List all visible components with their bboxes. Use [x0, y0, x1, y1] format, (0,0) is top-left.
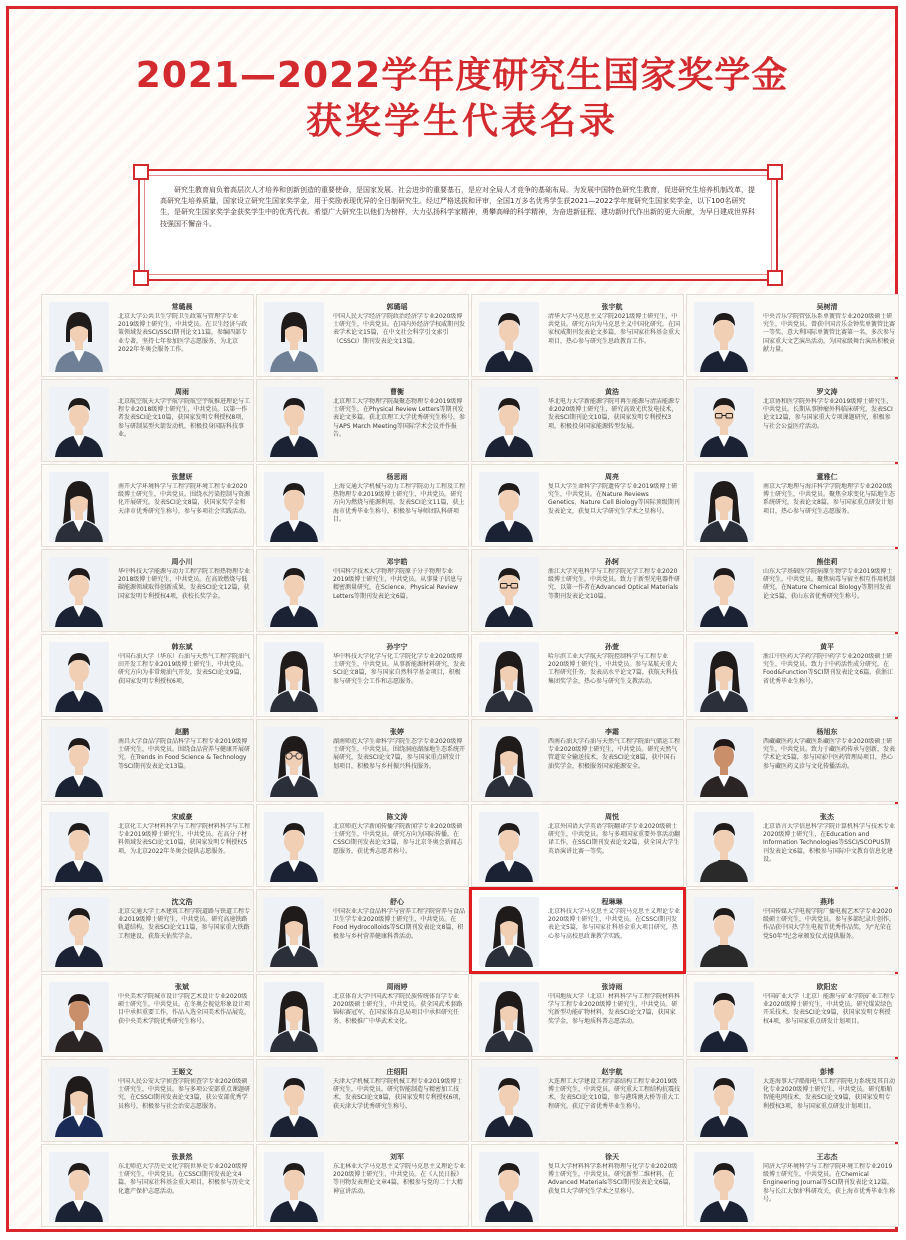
student-description: 北京师范大学新闻传播学院新闻学专业2020级硕士研究生，中共党员。研究方向为国际传播，在CSSCI期刊发表论文3篇，参与北京冬奥会新闻志愿服务，获优秀志愿者称号。 [333, 823, 463, 855]
student-card [256, 889, 469, 972]
student-photo [479, 982, 539, 1052]
student-photo [479, 302, 539, 372]
student-name: 周雨 [175, 388, 189, 396]
student-name: 杨旭东 [816, 728, 838, 736]
student-name: 孙萱 [605, 643, 619, 651]
student-card [256, 719, 469, 802]
student-name: 赵宇航 [601, 1068, 623, 1076]
student-description: 中国农业大学食品科学与营养工程学院营养与食品卫生学专业2020级博士研究生，中共党员。在Food Hydrocolloids等SCI期刊发表论文8篇，积极参与乡村营养健康科普活动。 [333, 908, 465, 940]
student-description: 浙江大学光电科学与工程学院光学工程专业2020级博士研究生，中共党员。致力于新型光电器件研究，以第一作者在Advanced Optical Materials等期刊发表论文10篇。 [548, 568, 680, 600]
student-description: 北京外国语大学英语学院翻译学专业2020级硕士研究生，中共党员。参与多项国家重要外事活动翻译工作，在SSCI期刊发表论文2篇，获全国大学生英语演讲比赛一等奖。 [548, 823, 680, 855]
student-card [686, 294, 899, 377]
student-name: 黄浩 [605, 388, 619, 396]
intro-text: 研究生教育肩负着高层次人才培养和创新创造的重要使命，是国家发展、社会进步的重要基石，是应对全局人才竞争的基础布局。为发展中国特色研究生教育，促进研究生培养机制改革，提高研究生培养质量，国家设立研究生国家奖学金，用于奖励表现优异的全日制研究生。经过严格选拔和评审，全国1万多名优秀学生获2021—2022学年度研究生国家奖学金，以下100名研究生，是研究生国家奖学金获奖学生中的优秀代表。希望广大研究生以他们为榜样，大力弘扬科学家精神，勇攀高峰的科学精神，为奋进新征程、建功新时代作出新的更大贡献，为早日建成世界科技强国不懈奋斗。 [160, 186, 755, 228]
student-card [686, 1144, 899, 1227]
student-photo [49, 1152, 109, 1222]
student-photo [49, 727, 109, 797]
student-name: 刘军 [390, 1153, 404, 1161]
student-card [256, 294, 469, 377]
corner-ornament [133, 270, 149, 286]
student-photo [694, 1067, 754, 1137]
student-description: 北京理工大学物理学院凝聚态物理专业2019级博士研究生，在Physical Review Letters等期刊发表论文多篇，获北京理工大学优秀研究生称号，参与APS March Meeting等国际学术会议并作报告。 [333, 398, 465, 438]
student-name: 常璐晨 [171, 303, 193, 311]
student-card [471, 379, 684, 462]
student-photo [264, 727, 324, 797]
student-photo [264, 1067, 324, 1137]
student-description: 复旦大学材料科学系材料物理与化学专业2020级博士研究生，中共党员。研究新型二维材料，在Advanced Materials等SCI期刊发表论文6篇，获复旦大学研究生学术之星称号。 [548, 1163, 678, 1195]
student-description: 中国矿业大学（北京）能源与矿业学院矿业工程专业2020级博士研究生，中共党员。研究煤炭绿色开采技术，发表SCI论文9篇，获国家发明专利授权4项，参与国家重点研发计划项目。 [763, 993, 895, 1025]
student-description: 西南石油大学石油与天然气工程学院油气储运工程专业2020级博士研究生，中共党员。研究天然气管道安全输送技术，发表SCI论文8篇，获中国石油奖学金，积极服务国家能源安全。 [548, 738, 680, 770]
student-photo [479, 727, 539, 797]
student-photo [694, 1152, 754, 1222]
student-photo [49, 982, 109, 1052]
student-name: 王姬文 [171, 1068, 193, 1076]
student-photo [49, 302, 109, 372]
student-description: 山东大学基础医学院病原生物学专业2019级博士研究生，中共党员。聚焦病毒与宿主相互作用机制研究，在Nature Chemical Biology等期刊发表论文5篇，获山东省优秀研究生称号。 [763, 568, 895, 600]
student-description: 同济大学环境科学与工程学院环境工程专业2019级博士研究生，中共党员。在Chemical Engineering Journal等SCI期刊发表论文12篇，参与长江大保护科研攻关，获上海市优秀毕业生称号。 [763, 1163, 895, 1203]
student-description: 北京化工大学材料科学与工程学院材料科学与工程专业2019级博士研究生，中共党员。在高分子材料领域发表SCI论文10篇，获国家发明专利授权5项，为北京2022年冬奥会提供志愿服务。 [118, 823, 250, 855]
student-photo [264, 302, 324, 372]
student-photo [49, 897, 109, 967]
student-photo [49, 812, 109, 882]
student-name: 宋威豪 [171, 813, 193, 821]
student-description: 西藏藏医药大学藏医系藏医学专业2020级硕士研究生，中共党员。致力于藏医药传承与创新，发表学术论文5篇，参与国家中医药管理局项目，热心参与藏医药义诊与文化传播活动。 [763, 738, 895, 770]
student-photo [694, 387, 754, 457]
student-name: 彭博 [820, 1068, 834, 1076]
student-name: 张杰 [820, 813, 834, 821]
student-name: 舒心 [390, 898, 404, 906]
student-photo [694, 727, 754, 797]
corner-ornament [767, 270, 783, 286]
student-photo [264, 982, 324, 1052]
student-description: 上海交通大学机械与动力工程学院动力工程及工程热物理专业2019级博士研究生，中共党员。研究方向为燃烧与能源利用，发表SCI论文11篇，获上海市优秀毕业生称号，积极参与导师团队科研项目。 [333, 483, 465, 523]
student-photo [49, 1067, 109, 1137]
student-card [686, 464, 899, 547]
student-name: 吴树清 [816, 303, 838, 311]
student-name: 欧阳宏 [816, 983, 838, 991]
student-photo [694, 557, 754, 627]
student-photo [264, 897, 324, 967]
student-name: 李霜 [605, 728, 619, 736]
student-card [686, 719, 899, 802]
student-description: 华中科技大学化学与化工学院化学专业2020级博士研究生，中共党员。从事新能源材料研究，发表SCI论文8篇，参与国家自然科学基金项目，积极参与研究生会工作和志愿服务。 [333, 653, 465, 685]
student-photo [49, 642, 109, 712]
student-card [41, 1059, 254, 1142]
student-card [41, 379, 254, 462]
student-photo [49, 472, 109, 542]
student-card [471, 1059, 684, 1142]
student-photo [479, 557, 539, 627]
corner-ornament [767, 164, 783, 180]
student-name: 张诗雨 [601, 983, 623, 991]
student-photo [479, 387, 539, 457]
student-name: 周小川 [171, 558, 193, 566]
student-description: 中央音乐学院管弦乐系单簧管专业2020级硕士研究生，中共党员。曾获中国音乐金钟奖单簧管比赛一等奖、意大利国际单簧管比赛第一名，多次参与国家重大文艺演出活动，为国家级舞台演出积极贡献力量。 [763, 313, 895, 353]
student-description: 南昌大学食品学院食品科学与工程专业2019级博士研究生，中共党员。围绕食品营养与健康开展研究，在Trends in Food Science & Technology等SCI期刊发表论文13篇。 [118, 738, 250, 770]
student-description: 北京大学公共卫生学院卫生政策与管理学专业2019级博士研究生，中共党员。在卫生经济与政策领域发表SCI/SSCI期刊论文11篇，参编四部专业专著，坚持七年参加医学志愿服务，为北京2022年冬奥会服务工作。 [118, 313, 248, 353]
student-photo [479, 642, 539, 712]
student-card [686, 804, 899, 887]
student-description: 中国地质大学（北京）材料科学与工程学院材料科学与工程专业2020级博士研究生，中共党员。研究新型功能矿物材料，发表SCI论文7篇，获国家奖学金，参与地质科普志愿活动。 [548, 993, 680, 1025]
student-photo [49, 387, 109, 457]
student-name: 熊佳莉 [816, 558, 838, 566]
student-name: 赵鹏 [175, 728, 189, 736]
student-card [471, 719, 684, 802]
student-card [471, 1144, 684, 1227]
student-description: 华北电力大学新能源学院可再生能源与清洁能源专业2020级博士研究生，研究高效光伏发电技术，发表SCI期刊论文10篇，获国家发明专利授权3项，积极投身国家能源转型发展。 [548, 398, 680, 430]
student-name: 黄平 [820, 643, 834, 651]
student-card [471, 804, 684, 887]
student-card [256, 1059, 469, 1142]
student-description: 复旦大学生命科学学院遗传学专业2019级博士研究生，中共党员。在Nature Reviews Genetics、Nature Cell Biology等国际顶级期刊发表论文，获复旦大学研究生学术之星称号。 [548, 483, 680, 515]
student-card [471, 889, 684, 972]
student-description: 北京协和医学院外科学专业2019级博士研究生，中共党员。长期从事肿瘤外科临床研究，发表SCI论文12篇，参与国家重大专项课题研究，积极参与社会公益医疗活动。 [763, 398, 893, 430]
student-name: 郭璐瑶 [386, 303, 408, 311]
student-name: 孙宇宁 [386, 643, 408, 651]
student-description: 中国传媒大学电视学院广播电视艺术学专业2020级硕士研究生，中共党员。参与多部纪录片创作，作品获中国大学生电视节优秀作品奖，为"光荣在党50年"纪念章颁发仪式提供服务。 [763, 908, 895, 940]
student-photo [479, 1152, 539, 1222]
student-card [41, 549, 254, 632]
student-name: 罗文涛 [816, 388, 838, 396]
student-card [256, 379, 469, 462]
student-name: 程琳琳 [601, 898, 623, 906]
student-photo [694, 642, 754, 712]
student-name: 徐天 [605, 1153, 619, 1161]
student-description: 中国科学技术大学物理学院原子分子物理专业2019级博士研究生，中共党员。从事量子信息与精密测量研究，在Science、Physical Review Letters等期刊发表论文6篇。 [333, 568, 463, 600]
poster-frame [6, 6, 898, 1232]
student-photo [479, 1067, 539, 1137]
student-card [471, 464, 684, 547]
student-description: 大连理工大学建设工程学部结构工程专业2019级博士研究生，中共党员。研究重大工程结构抗震技术，发表SCI论文10篇，参与港珠澳大桥等重大工程研究，获辽宁省优秀毕业生称号。 [548, 1078, 680, 1110]
student-grid [40, 293, 900, 1233]
student-description: 华中科技大学能源与动力工程学院工程热物理专业2018级博士研究生，中共党员。在高效燃烧与低碳能源领域取得创新成果，发表SCI论文12篇，获国家发明专利授权4项，获校长奖学金。 [118, 568, 250, 600]
student-name: 董雅仁 [816, 473, 838, 481]
student-card [686, 379, 899, 462]
student-description: 清华大学马克思主义学院2021级博士研究生，中共党员。研究方向为马克思主义中国化研究，在国家权威期刊发表论文多篇，参与国家社科基金重大项目，热心参与研究生思政教育工作。 [548, 313, 680, 345]
student-name: 韩东斌 [171, 643, 193, 651]
student-card [686, 549, 899, 632]
student-card [41, 464, 254, 547]
student-card [686, 974, 899, 1057]
student-card [256, 634, 469, 717]
student-photo [694, 982, 754, 1052]
student-name: 张斌 [175, 983, 189, 991]
student-name: 孙轲 [605, 558, 619, 566]
student-name: 张婷 [390, 728, 404, 736]
student-name: 杨思雨 [386, 473, 408, 481]
student-name: 王志杰 [816, 1153, 838, 1161]
student-description: 北京航空航天大学宇航学院航空宇航推进理论与工程专业2018级博士研究生，中共党员。以第一作者发表SCI论文10篇，获国家发明专利授权8项，参与研制某型火箭发动机，积极投身国防科技事业。 [118, 398, 250, 438]
student-card [686, 1059, 899, 1142]
student-card [256, 804, 469, 887]
student-name: 陈文涛 [386, 813, 408, 821]
student-description: 南京大学地理与海洋科学学院地理学专业2020级博士研究生，中共党员。聚焦全球变化与陆地生态系统研究，发表论文8篇，参与国家重点研发计划项目，热心参与研究生志愿服务。 [763, 483, 895, 515]
student-photo [479, 897, 539, 967]
student-description: 南开大学环境科学与工程学院环境工程专业2020级博士研究生，中共党员。围绕水污染控制与资源化开展研究，发表SCI论文8篇，获国家奖学金和天津市优秀研究生称号，参与多项社会实践活动。 [118, 483, 250, 515]
student-card [471, 294, 684, 377]
student-card [471, 634, 684, 717]
student-photo [49, 557, 109, 627]
student-description: 中国人民公安大学侦查学院侦查学专业2020级硕士研究生，中共党员。参与多项公安部重点课题研究，在CSSCI期刊发表论文3篇，获公安部优秀学员称号，积极参与社会治安志愿服务。 [118, 1078, 250, 1110]
student-name: 张景然 [171, 1153, 193, 1161]
student-description: 中央美术学院城市设计学院艺术设计专业2020级硕士研究生，中共党员。在冬奥会视觉形象设计项目中承担重要工作，作品入选全国美术作品展览，获中央美术学院优秀研究生称号。 [118, 993, 250, 1025]
student-card [256, 974, 469, 1057]
poster-content [25, 25, 899, 1235]
page-title: 2021—2022学年度研究生国家奖学金 [135, 55, 789, 96]
student-description: 北京体育大学中国武术学院民族传统体育学专业2020级硕士研究生，中共党员。获全国武术套路锦标赛冠军，在国家体育总局项目中承担研究任务，积极推广中华武术文化。 [333, 993, 463, 1025]
student-card [41, 634, 254, 717]
student-description: 湖南师范大学生命科学学院生态学专业2020级博士研究生，中共党员。围绕洞庭湖湿地生态系统开展研究，发表SCI论文7篇，参与国家重点研发计划项目，积极参与乡村振兴科技服务。 [333, 738, 465, 770]
student-photo [479, 472, 539, 542]
student-name: 张慧妍 [171, 473, 193, 481]
student-card [41, 294, 254, 377]
student-name: 沈文浩 [171, 898, 193, 906]
student-card [256, 1144, 469, 1227]
student-card [41, 804, 254, 887]
student-description: 天津大学机械工程学院机械工程专业2019级博士研究生，中共党员。研究智能制造与精密加工技术，发表SCI论文8篇，获国家发明专利授权6项，获天津大学优秀研究生称号。 [333, 1078, 465, 1110]
corner-ornament [133, 164, 149, 180]
student-card [41, 1144, 254, 1227]
student-description: 大连海事大学船舶电气工程学院电力系统及其自动化专业2020级博士研究生，中共党员。研究船舶智能电网技术，发表SCI论文9篇，获国家发明专利授权3项，参与国家重点研发计划项目。 [763, 1078, 895, 1110]
student-card [256, 549, 469, 632]
student-photo [479, 812, 539, 882]
student-card [686, 634, 899, 717]
student-name: 周悦 [605, 813, 619, 821]
student-photo [694, 302, 754, 372]
student-name: 燕玮 [820, 898, 834, 906]
student-description: 北京语言大学信息科学学院计算机科学与技术专业2020级博士研究生，在Education and Information Technologies等SSCI/SCOPUS期刊发表论文6篇，积极参与国际中文教育信息化建设。 [763, 823, 895, 863]
student-card [686, 889, 899, 972]
student-description: 哈尔滨工业大学航天学院控制科学与工程专业2020级博士研究生，中共党员。参与某航天重大工程研究任务，发表高水平论文7篇，获航天科技集团奖学金，热心参与研究生支教活动。 [548, 653, 678, 685]
student-card [471, 974, 684, 1057]
student-photo [264, 642, 324, 712]
student-name: 庄绍阳 [386, 1068, 408, 1076]
student-card [41, 974, 254, 1057]
student-name: 邓宇皓 [386, 558, 408, 566]
student-name: 周雨婷 [386, 983, 408, 991]
student-photo [264, 387, 324, 457]
student-photo [694, 812, 754, 882]
student-name: 周亮 [605, 473, 619, 481]
student-card [471, 549, 684, 632]
student-card [256, 464, 469, 547]
student-photo [694, 897, 754, 967]
student-name: 张宇航 [601, 303, 623, 311]
student-card [41, 719, 254, 802]
student-description: 中国人民大学经济学院政治经济学专业2020级博士研究生，中共党员。在国内外经济学权威期刊发表学术论文15篇，在中文社会科学引文索引（CSSCI）期刊发表论文13篇。 [333, 313, 465, 345]
student-description: 东北林业大学马克思主义学院马克思主义理论专业2020级博士研究生，中共党员。在《人民日报》等刊物发表理论文章4篇，积极参与党的二十大精神宣讲活动。 [333, 1163, 465, 1195]
student-photo [264, 557, 324, 627]
student-description: 北京科技大学马克思主义学院马克思主义理论专业2020级博士研究生，中共党员。在CSSCI期刊发表论文5篇，参与国家社科基金重大项目研究，热心参与高校思政课教学实践。 [548, 908, 680, 940]
student-photo [264, 472, 324, 542]
student-card [41, 889, 254, 972]
student-description: 东北师范大学历史文化学院世界史专业2020级博士研究生，中共党员。在CSSCI期刊发表论文4篇，参与国家社科基金重大项目，积极参与历史文化遗产保护志愿活动。 [118, 1163, 250, 1195]
student-photo [264, 812, 324, 882]
page-subtitle: 获奖学生代表名录 [305, 101, 618, 142]
student-description: 中国石油大学（华东）石油与天然气工程学院油气田开发工程专业2019级博士研究生，中共党员。研究方向为非常规油气开发，发表SCI论文9篇，获国家发明专利授权6项。 [118, 653, 250, 685]
student-photo [264, 1152, 324, 1222]
student-description: 北京交通大学土木建筑工程学院道路与铁道工程专业2019级博士研究生，中共党员。研究高速铁路轨道结构，发表SCI论文11篇，参与国家重大铁路工程建设，获詹天佑奖学金。 [118, 908, 250, 940]
student-name: 曹衡 [390, 388, 404, 396]
student-description: 浙江中医药大学药学院中药学专业2020级硕士研究生，中共党员。致力于中药活性成分研究，在Food&Function等SCI期刊发表论文6篇，获浙江省优秀毕业生称号。 [763, 653, 894, 685]
intro-box [138, 169, 778, 281]
student-photo [694, 472, 754, 542]
